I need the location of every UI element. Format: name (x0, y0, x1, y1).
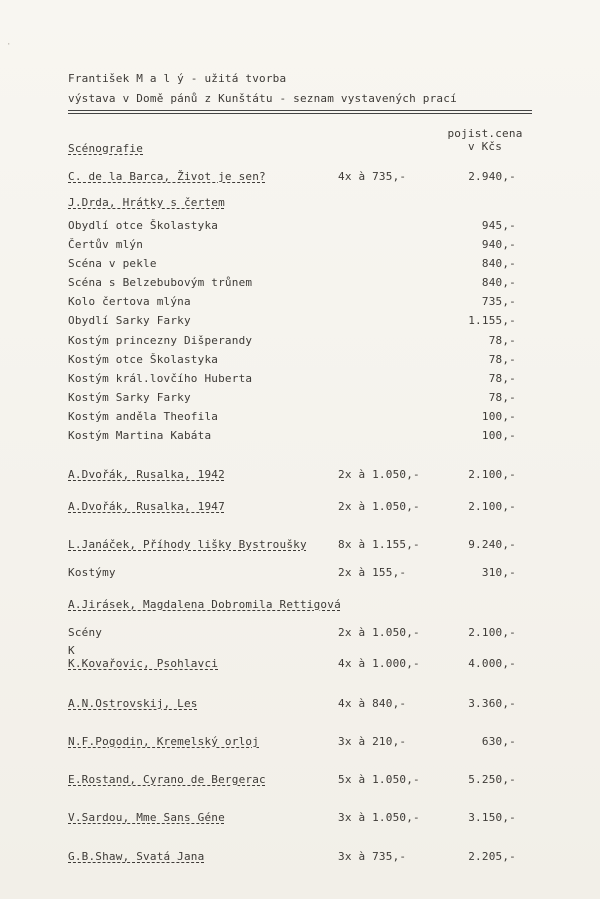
insured-price: 840,- (481, 257, 516, 270)
work-title: J.Drda, Hrátky s čertem (68, 196, 225, 209)
work-title: K (68, 644, 75, 657)
quantity-rate: 3x à 1.050,- (338, 811, 420, 824)
work-title: G.B.Shaw, Svatá Jana (68, 850, 205, 863)
insured-price: 5.250,- (468, 773, 516, 786)
section-title: Scénografie (68, 142, 144, 155)
insured-price: 945,- (481, 219, 516, 232)
insured-price: 78,- (488, 334, 516, 347)
work-title: A.N.Ostrovskij, Les (68, 697, 198, 710)
insured-price: 2.100,- (468, 468, 516, 481)
work-title: A.Jirásek, Magdalena Dobromila Rettigová (68, 598, 341, 611)
header-rule (68, 110, 532, 111)
work-title: Kostým anděla Theofila (68, 410, 219, 423)
insured-price: 840,- (481, 276, 516, 289)
insured-price: 2.940,- (468, 170, 516, 183)
quantity-rate: 4x à 735,- (338, 170, 407, 183)
insured-price: 630,- (481, 735, 516, 748)
insured-price: 9.240,- (468, 538, 516, 551)
quantity-rate: 8x à 1.155,- (338, 538, 420, 551)
insured-price: 78,- (488, 353, 516, 366)
quantity-rate: 2x à 1.050,- (338, 468, 420, 481)
quantity-rate: 2x à 1.050,- (338, 500, 420, 513)
insured-price: 3.360,- (468, 697, 516, 710)
quantity-rate: 5x à 1.050,- (338, 773, 420, 786)
quantity-rate: 3x à 735,- (338, 850, 407, 863)
work-title: Kostým otce Školastyka (68, 353, 219, 366)
insured-price: 940,- (481, 238, 516, 251)
price-header-line-2: v Kčs (467, 140, 503, 153)
insured-price: 78,- (488, 391, 516, 404)
work-title: A.Dvořák, Rusalka, 1947 (68, 500, 225, 513)
insured-price: 100,- (481, 410, 516, 423)
work-title: Kostýmy (68, 566, 116, 579)
work-title: Scény (68, 626, 103, 639)
work-title: A.Dvořák, Rusalka, 1942 (68, 468, 225, 481)
price-header-line-1: pojist.cena (447, 127, 523, 140)
quantity-rate: 2x à 1.050,- (338, 626, 420, 639)
work-title: Kostým Martina Kabáta (68, 429, 212, 442)
work-title: Scéna v pekle (68, 257, 157, 270)
insured-price: 3.150,- (468, 811, 516, 824)
header-line-2: výstava v Domě pánů z Kunštátu - seznam vystavených prací (68, 92, 457, 105)
work-title: L.Janáček, Příhody lišky Bystroušky (68, 538, 307, 551)
quantity-rate: 4x à 1.000,- (338, 657, 420, 670)
work-title: Obydlí Sarky Farky (68, 314, 191, 327)
insured-price: 310,- (481, 566, 516, 579)
work-title: Obydlí otce Školastyka (68, 219, 219, 232)
work-title: Kostým princezny Dišperandy (68, 334, 253, 347)
work-title: K.Kovařovic, Psohlavci (68, 657, 219, 670)
work-title: Kolo čertova mlýna (68, 295, 191, 308)
work-title: Kostým král.lovčího Huberta (68, 372, 253, 385)
insured-price: 78,- (488, 372, 516, 385)
insured-price: 735,- (481, 295, 516, 308)
insured-price: 2.205,- (468, 850, 516, 863)
header-rule-2 (68, 113, 532, 114)
quantity-rate: 3x à 210,- (338, 735, 407, 748)
quantity-rate: 4x à 840,- (338, 697, 407, 710)
work-title: Čertův mlýn (68, 238, 144, 251)
work-title: V.Sardou, Mme Sans Géne (68, 811, 225, 824)
insured-price: 2.100,- (468, 500, 516, 513)
insured-price: 2.100,- (468, 626, 516, 639)
work-title: Scéna s Belzebubovým trůnem (68, 276, 253, 289)
work-title: Kostým Sarky Farky (68, 391, 191, 404)
work-title: N.F.Pogodin, Kremelský orloj (68, 735, 260, 748)
work-title: E.Rostand, Cyrano de Bergerac (68, 773, 266, 786)
margin-mark: · (6, 40, 12, 50)
header-line-1: František M a l ý - užitá tvorba (68, 72, 287, 85)
work-title: C. de la Barca, Život je sen? (68, 170, 266, 183)
insured-price: 4.000,- (468, 657, 516, 670)
quantity-rate: 2x à 155,- (338, 566, 407, 579)
insured-price: 1.155,- (468, 314, 516, 327)
insured-price: 100,- (481, 429, 516, 442)
